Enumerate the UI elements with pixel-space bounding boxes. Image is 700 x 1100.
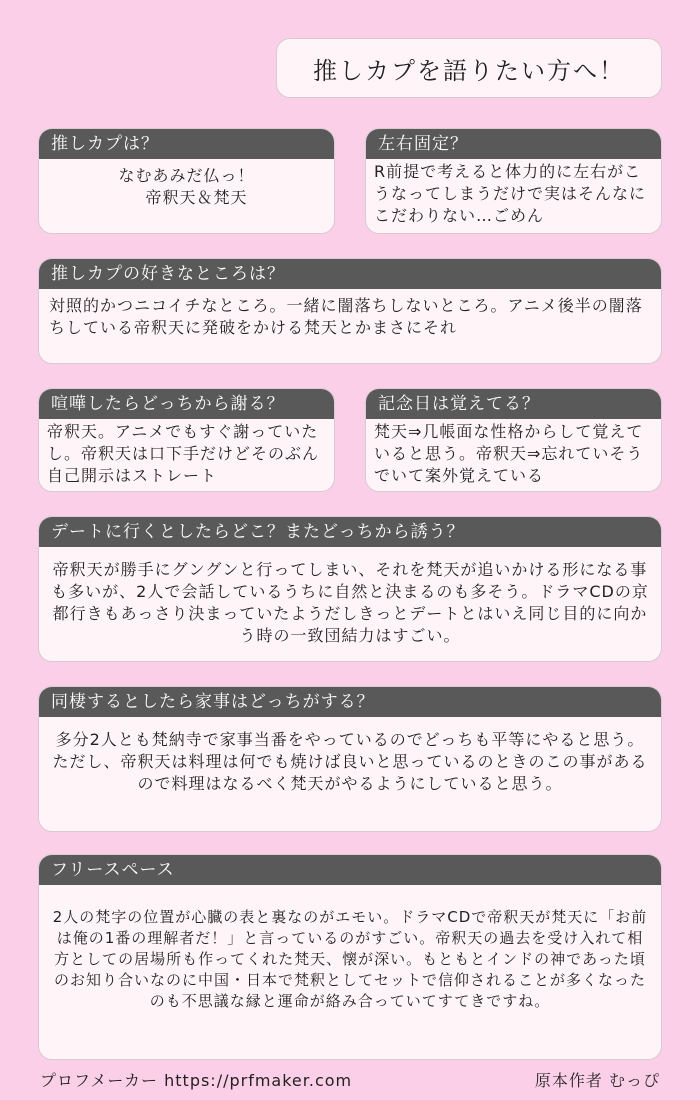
card-free-space-text: 2人の梵字の位置が心臓の表と裏なのがエモい。ドラマCDで帝釈天が梵天に「お前は俺の1番の理解者だ！」と言っているのがすごい。帝釈天の過去を受け入れて相方としての居場所も作ってくれた梵天、懐が深い。もともとインドの神であった頃のお知り合いなのに中国・日本で梵釈としてセットで信仰されることが多くなったのも不思議な縁と運命が絡み合っていてすてきですね。 bbox=[52, 908, 648, 1010]
footer-credit-link[interactable]: プロフメーカー https://prfmaker.com bbox=[40, 1071, 353, 1090]
card-pair-line1: なむあみだ仏っ！ bbox=[118, 166, 255, 185]
card-position-label: 左右固定？ bbox=[366, 129, 661, 159]
card-pair-content bbox=[39, 159, 334, 213]
page-title: 推しカプを語りたい方へ！ bbox=[276, 38, 662, 98]
card-date-text: 帝釈天が勝手にグングンと行ってしまい、それを梵天が追いかける形になる事も多いが、2人で会話しているうちに自然と決まるのも多そう。ドラマCDの京都行きもあっさり決まっていたようだしきっとデートとはいえ同じ目的に向かう時の一致団結力はすごい。 bbox=[51, 560, 649, 645]
card-pair-line2: 帝釈天＆梵天 bbox=[145, 188, 248, 207]
card-free-space bbox=[38, 854, 662, 1060]
footer-original-author: 原本作者 むっぴ bbox=[534, 1071, 660, 1090]
card-likes-label: 推しカプの好きなところは？ bbox=[39, 259, 661, 289]
card-date bbox=[38, 516, 662, 662]
card-apology bbox=[38, 388, 335, 492]
card-position-text: R前提で考えると体力的に左右がこうなってしまうだけで実はそんなにこだわりない…ごめん bbox=[374, 162, 647, 225]
card-position bbox=[365, 128, 662, 234]
card-likes-text: 対照的かつニコイチなところ。一緒に闇落ちしないところ。アニメ後半の闇落ちしている帝釈天に発破をかける梵天とかまさにそれ bbox=[49, 296, 643, 337]
card-chores-text: 多分2人とも梵納寺で家事当番をやっているのでどっちも平等にやると思う。ただし、帝釈天は料理は何でも焼けば良いと思っているのときのこの事があるので料理はなるべく梵天がやるようにしていると思う。 bbox=[52, 730, 648, 793]
card-anniversary-label: 記念日は覚えてる？ bbox=[366, 389, 661, 419]
card-apology-text: 帝釈天。アニメでもすぐ謝っていたし。帝釈天は口下手だけどそのぶん自己開示はストレート bbox=[47, 422, 320, 485]
card-anniversary-text: 梵天⇒几帳面な性格からして覚えていると思う。帝釈天⇒忘れていそうでいて案外覚えている bbox=[374, 422, 644, 485]
card-likes bbox=[38, 258, 662, 364]
card-apology-label: 喧嘩したらどっちから謝る？ bbox=[39, 389, 334, 419]
card-free-space-label: フリースペース bbox=[39, 855, 661, 885]
card-date-label: デートに行くとしたらどこ？またどっちから誘う？ bbox=[39, 517, 661, 547]
card-chores-label: 同棲するとしたら家事はどっちがする？ bbox=[39, 687, 661, 717]
card-pair bbox=[38, 128, 335, 234]
card-anniversary bbox=[365, 388, 662, 492]
card-pair-label: 推しカプは？ bbox=[39, 129, 334, 159]
card-chores bbox=[38, 686, 662, 832]
